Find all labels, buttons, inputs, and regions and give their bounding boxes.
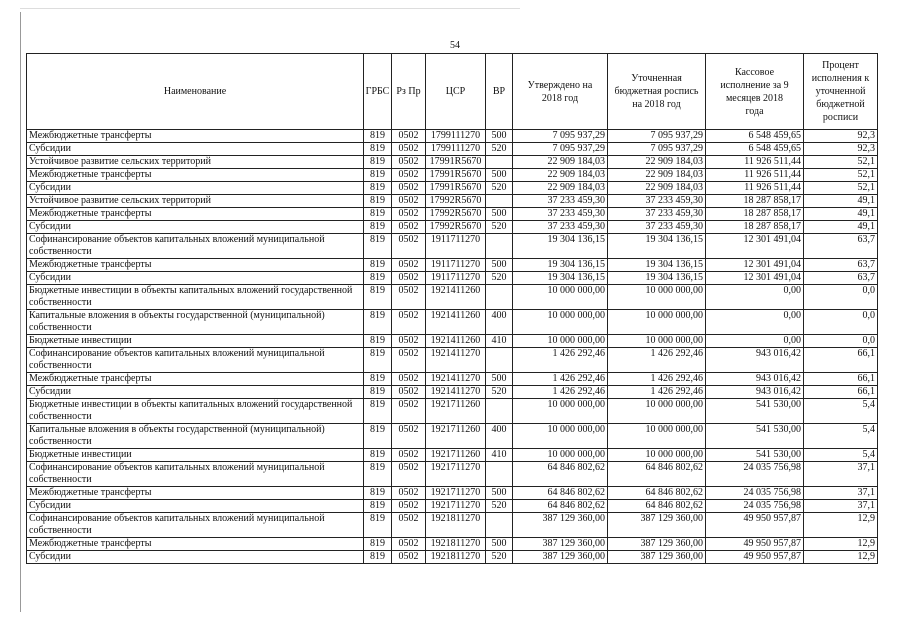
cell-refined: 37 233 459,30 [608, 208, 706, 221]
cell-rzpr: 0502 [392, 399, 426, 424]
cell-csr: 17992R5670 [426, 221, 486, 234]
cell-cash: 49 950 957,87 [706, 538, 804, 551]
cell-approved: 37 233 459,30 [513, 208, 608, 221]
cell-rzpr: 0502 [392, 487, 426, 500]
table-row [27, 500, 878, 513]
cell-rzpr: 0502 [392, 143, 426, 156]
cell-name: Субсидии [27, 221, 364, 234]
cell-grbs: 819 [364, 449, 392, 462]
cell-name: Софинансирование объектов капитальных вложений муниципальной собственности [27, 513, 364, 538]
cell-rzpr: 0502 [392, 156, 426, 169]
cell-cash: 49 950 957,87 [706, 513, 804, 538]
cell-approved: 10 000 000,00 [513, 424, 608, 449]
cell-percent: 52,1 [804, 182, 878, 195]
cell-approved: 22 909 184,03 [513, 156, 608, 169]
cell-grbs: 819 [364, 538, 392, 551]
cell-refined: 19 304 136,15 [608, 234, 706, 259]
cell-refined: 387 129 360,00 [608, 513, 706, 538]
cell-name: Капитальные вложения в объекты государственной (муниципальной) собственности [27, 424, 364, 449]
page-number: 54 [450, 40, 460, 51]
cell-csr: 1921811270 [426, 538, 486, 551]
table-row [27, 449, 878, 462]
cell-percent: 37,1 [804, 500, 878, 513]
table-row [27, 373, 878, 386]
cell-csr: 17991R5670 [426, 182, 486, 195]
cell-vr: 410 [486, 449, 513, 462]
cell-refined: 10 000 000,00 [608, 285, 706, 310]
cell-name: Межбюджетные трансферты [27, 130, 364, 143]
col-header-csr: ЦСР [426, 54, 486, 130]
col-header-cash: Кассовое исполнение за 9 месяцев 2018 года [706, 54, 804, 130]
cell-rzpr: 0502 [392, 538, 426, 551]
col-header-refined: Уточненная бюджетная роспись на 2018 год [608, 54, 706, 130]
table-row [27, 156, 878, 169]
cell-cash: 6 548 459,65 [706, 130, 804, 143]
cell-csr: 1911711270 [426, 272, 486, 285]
cell-cash: 0,00 [706, 310, 804, 335]
cell-percent: 37,1 [804, 487, 878, 500]
cell-rzpr: 0502 [392, 169, 426, 182]
cell-name: Софинансирование объектов капитальных вложений муниципальной собственности [27, 234, 364, 259]
cell-approved: 10 000 000,00 [513, 449, 608, 462]
cell-cash: 24 035 756,98 [706, 500, 804, 513]
cell-csr: 17991R5670 [426, 156, 486, 169]
cell-rzpr: 0502 [392, 130, 426, 143]
cell-name: Бюджетные инвестиции [27, 335, 364, 348]
cell-csr: 1921811270 [426, 551, 486, 564]
cell-rzpr: 0502 [392, 348, 426, 373]
cell-grbs: 819 [364, 310, 392, 335]
cell-grbs: 819 [364, 424, 392, 449]
cell-refined: 7 095 937,29 [608, 130, 706, 143]
cell-csr: 1921411270 [426, 386, 486, 399]
cell-csr: 1921411270 [426, 373, 486, 386]
table-row [27, 399, 878, 424]
cell-name: Субсидии [27, 182, 364, 195]
cell-name: Бюджетные инвестиции в объекты капитальных вложений государственной собственности [27, 285, 364, 310]
cell-percent: 49,1 [804, 195, 878, 208]
cell-vr: 520 [486, 221, 513, 234]
cell-percent: 66,1 [804, 348, 878, 373]
cell-grbs: 819 [364, 513, 392, 538]
col-header-vr: ВР [486, 54, 513, 130]
cell-grbs: 819 [364, 143, 392, 156]
cell-refined: 7 095 937,29 [608, 143, 706, 156]
cell-vr [486, 399, 513, 424]
table-row [27, 182, 878, 195]
cell-csr: 1921411260 [426, 335, 486, 348]
cell-percent: 12,9 [804, 538, 878, 551]
cell-vr: 520 [486, 272, 513, 285]
col-header-rzpr: Рз Пр [392, 54, 426, 130]
cell-cash: 0,00 [706, 285, 804, 310]
table-row [27, 169, 878, 182]
cell-approved: 387 129 360,00 [513, 538, 608, 551]
table-row [27, 285, 878, 310]
cell-approved: 10 000 000,00 [513, 399, 608, 424]
table-row [27, 386, 878, 399]
cell-vr: 500 [486, 130, 513, 143]
cell-rzpr: 0502 [392, 195, 426, 208]
cell-csr: 1921711270 [426, 500, 486, 513]
cell-vr: 520 [486, 182, 513, 195]
table-row [27, 513, 878, 538]
cell-refined: 64 846 802,62 [608, 462, 706, 487]
cell-vr [486, 348, 513, 373]
scan-edge-top [20, 8, 520, 9]
cell-refined: 19 304 136,15 [608, 272, 706, 285]
cell-vr: 500 [486, 538, 513, 551]
table-header-row [27, 54, 878, 130]
cell-refined: 22 909 184,03 [608, 169, 706, 182]
cell-approved: 7 095 937,29 [513, 130, 608, 143]
cell-approved: 10 000 000,00 [513, 310, 608, 335]
cell-name: Межбюджетные трансферты [27, 373, 364, 386]
cell-approved: 22 909 184,03 [513, 169, 608, 182]
cell-approved: 22 909 184,03 [513, 182, 608, 195]
cell-csr: 17992R5670 [426, 208, 486, 221]
cell-refined: 37 233 459,30 [608, 195, 706, 208]
cell-rzpr: 0502 [392, 513, 426, 538]
cell-refined: 387 129 360,00 [608, 551, 706, 564]
cell-percent: 66,1 [804, 373, 878, 386]
cell-grbs: 819 [364, 487, 392, 500]
cell-percent: 5,4 [804, 449, 878, 462]
cell-rzpr: 0502 [392, 462, 426, 487]
cell-csr: 1921711270 [426, 487, 486, 500]
cell-grbs: 819 [364, 335, 392, 348]
cell-refined: 10 000 000,00 [608, 335, 706, 348]
table-row [27, 487, 878, 500]
cell-grbs: 819 [364, 285, 392, 310]
cell-csr: 1921711260 [426, 449, 486, 462]
cell-rzpr: 0502 [392, 335, 426, 348]
cell-vr: 520 [486, 551, 513, 564]
cell-vr: 500 [486, 373, 513, 386]
cell-cash: 6 548 459,65 [706, 143, 804, 156]
table-row [27, 551, 878, 564]
cell-percent: 52,1 [804, 156, 878, 169]
cell-cash: 18 287 858,17 [706, 195, 804, 208]
cell-cash: 11 926 511,44 [706, 169, 804, 182]
cell-rzpr: 0502 [392, 386, 426, 399]
cell-cash: 0,00 [706, 335, 804, 348]
cell-grbs: 819 [364, 348, 392, 373]
cell-grbs: 819 [364, 386, 392, 399]
cell-percent: 12,9 [804, 551, 878, 564]
cell-vr: 520 [486, 500, 513, 513]
cell-percent: 49,1 [804, 221, 878, 234]
cell-percent: 5,4 [804, 399, 878, 424]
cell-vr: 500 [486, 208, 513, 221]
cell-name: Межбюджетные трансферты [27, 487, 364, 500]
cell-vr [486, 285, 513, 310]
cell-csr: 17992R5670 [426, 195, 486, 208]
cell-vr [486, 156, 513, 169]
cell-grbs: 819 [364, 156, 392, 169]
cell-rzpr: 0502 [392, 272, 426, 285]
cell-cash: 12 301 491,04 [706, 272, 804, 285]
cell-refined: 19 304 136,15 [608, 259, 706, 272]
cell-csr: 1799111270 [426, 130, 486, 143]
table-row [27, 143, 878, 156]
table-row [27, 234, 878, 259]
table-row [27, 221, 878, 234]
cell-approved: 10 000 000,00 [513, 285, 608, 310]
cell-vr [486, 234, 513, 259]
cell-grbs: 819 [364, 208, 392, 221]
table-row [27, 348, 878, 373]
cell-name: Межбюджетные трансферты [27, 259, 364, 272]
cell-grbs: 819 [364, 221, 392, 234]
cell-percent: 66,1 [804, 386, 878, 399]
cell-vr [486, 513, 513, 538]
cell-percent: 0,0 [804, 335, 878, 348]
cell-csr: 1921411260 [426, 285, 486, 310]
cell-percent: 63,7 [804, 272, 878, 285]
cell-rzpr: 0502 [392, 221, 426, 234]
cell-name: Софинансирование объектов капитальных вложений муниципальной собственности [27, 348, 364, 373]
cell-percent: 63,7 [804, 234, 878, 259]
cell-csr: 1921411260 [426, 310, 486, 335]
table-row [27, 462, 878, 487]
cell-approved: 7 095 937,29 [513, 143, 608, 156]
cell-grbs: 819 [364, 551, 392, 564]
table-row [27, 335, 878, 348]
cell-cash: 541 530,00 [706, 399, 804, 424]
cell-cash: 11 926 511,44 [706, 182, 804, 195]
cell-name: Межбюджетные трансферты [27, 169, 364, 182]
col-header-grbs: ГРБС [364, 54, 392, 130]
cell-rzpr: 0502 [392, 551, 426, 564]
cell-cash: 943 016,42 [706, 373, 804, 386]
table-row [27, 538, 878, 551]
cell-cash: 18 287 858,17 [706, 208, 804, 221]
cell-refined: 22 909 184,03 [608, 156, 706, 169]
table-row [27, 272, 878, 285]
cell-csr: 17991R5670 [426, 169, 486, 182]
cell-rzpr: 0502 [392, 310, 426, 335]
col-header-percent: Процент исполнения к уточненной бюджетной росписи [804, 54, 878, 130]
cell-name: Бюджетные инвестиции в объекты капитальных вложений государственной собственности [27, 399, 364, 424]
cell-grbs: 819 [364, 234, 392, 259]
cell-percent: 52,1 [804, 169, 878, 182]
cell-vr: 410 [486, 335, 513, 348]
cell-name: Субсидии [27, 500, 364, 513]
cell-vr: 500 [486, 259, 513, 272]
cell-cash: 18 287 858,17 [706, 221, 804, 234]
cell-vr: 520 [486, 386, 513, 399]
cell-name: Межбюджетные трансферты [27, 538, 364, 551]
cell-csr: 1911711270 [426, 234, 486, 259]
cell-refined: 64 846 802,62 [608, 487, 706, 500]
cell-cash: 49 950 957,87 [706, 551, 804, 564]
cell-percent: 37,1 [804, 462, 878, 487]
cell-rzpr: 0502 [392, 500, 426, 513]
cell-csr: 1921711260 [426, 399, 486, 424]
cell-name: Устойчивое развитие сельских территорий [27, 195, 364, 208]
cell-approved: 387 129 360,00 [513, 513, 608, 538]
cell-grbs: 819 [364, 130, 392, 143]
cell-percent: 12,9 [804, 513, 878, 538]
table-row [27, 310, 878, 335]
cell-cash: 12 301 491,04 [706, 259, 804, 272]
cell-approved: 1 426 292,46 [513, 386, 608, 399]
cell-approved: 1 426 292,46 [513, 373, 608, 386]
cell-refined: 10 000 000,00 [608, 310, 706, 335]
cell-refined: 10 000 000,00 [608, 399, 706, 424]
cell-name: Межбюджетные трансферты [27, 208, 364, 221]
cell-refined: 10 000 000,00 [608, 449, 706, 462]
cell-rzpr: 0502 [392, 285, 426, 310]
cell-percent: 92,3 [804, 143, 878, 156]
cell-grbs: 819 [364, 272, 392, 285]
budget-table [26, 53, 878, 564]
table-row [27, 130, 878, 143]
cell-csr: 1921411270 [426, 348, 486, 373]
cell-approved: 64 846 802,62 [513, 462, 608, 487]
cell-rzpr: 0502 [392, 234, 426, 259]
cell-refined: 10 000 000,00 [608, 424, 706, 449]
cell-refined: 22 909 184,03 [608, 182, 706, 195]
table-row [27, 424, 878, 449]
cell-refined: 37 233 459,30 [608, 221, 706, 234]
cell-rzpr: 0502 [392, 424, 426, 449]
cell-vr: 400 [486, 424, 513, 449]
cell-refined: 1 426 292,46 [608, 373, 706, 386]
cell-vr: 400 [486, 310, 513, 335]
col-header-name: Наименование [27, 54, 364, 130]
cell-approved: 19 304 136,15 [513, 234, 608, 259]
scan-edge-left [20, 12, 21, 612]
cell-vr [486, 195, 513, 208]
cell-rzpr: 0502 [392, 373, 426, 386]
cell-csr: 1921811270 [426, 513, 486, 538]
cell-refined: 1 426 292,46 [608, 386, 706, 399]
cell-vr: 500 [486, 169, 513, 182]
cell-percent: 49,1 [804, 208, 878, 221]
cell-percent: 0,0 [804, 310, 878, 335]
cell-approved: 37 233 459,30 [513, 221, 608, 234]
cell-grbs: 819 [364, 373, 392, 386]
cell-cash: 24 035 756,98 [706, 462, 804, 487]
cell-grbs: 819 [364, 500, 392, 513]
cell-csr: 1921711270 [426, 462, 486, 487]
cell-name: Субсидии [27, 143, 364, 156]
cell-cash: 541 530,00 [706, 449, 804, 462]
cell-approved: 387 129 360,00 [513, 551, 608, 564]
cell-approved: 64 846 802,62 [513, 487, 608, 500]
cell-cash: 12 301 491,04 [706, 234, 804, 259]
cell-percent: 63,7 [804, 259, 878, 272]
cell-percent: 5,4 [804, 424, 878, 449]
cell-refined: 1 426 292,46 [608, 348, 706, 373]
cell-vr: 500 [486, 487, 513, 500]
cell-name: Устойчивое развитие сельских территорий [27, 156, 364, 169]
table-body [27, 130, 878, 564]
cell-grbs: 819 [364, 195, 392, 208]
cell-approved: 64 846 802,62 [513, 500, 608, 513]
cell-refined: 387 129 360,00 [608, 538, 706, 551]
cell-cash: 24 035 756,98 [706, 487, 804, 500]
cell-csr: 1799111270 [426, 143, 486, 156]
cell-name: Субсидии [27, 386, 364, 399]
cell-grbs: 819 [364, 169, 392, 182]
cell-approved: 19 304 136,15 [513, 259, 608, 272]
cell-vr: 520 [486, 143, 513, 156]
cell-csr: 1921711260 [426, 424, 486, 449]
cell-grbs: 819 [364, 462, 392, 487]
cell-grbs: 819 [364, 259, 392, 272]
cell-percent: 0,0 [804, 285, 878, 310]
cell-rzpr: 0502 [392, 208, 426, 221]
cell-rzpr: 0502 [392, 182, 426, 195]
cell-grbs: 819 [364, 182, 392, 195]
cell-percent: 92,3 [804, 130, 878, 143]
cell-name: Субсидии [27, 272, 364, 285]
cell-name: Софинансирование объектов капитальных вложений муниципальной собственности [27, 462, 364, 487]
cell-approved: 10 000 000,00 [513, 335, 608, 348]
col-header-approved: Утверждено на 2018 год [513, 54, 608, 130]
table-row [27, 259, 878, 272]
cell-rzpr: 0502 [392, 449, 426, 462]
cell-name: Субсидии [27, 551, 364, 564]
cell-name: Бюджетные инвестиции [27, 449, 364, 462]
table-row [27, 208, 878, 221]
cell-vr [486, 462, 513, 487]
cell-cash: 541 530,00 [706, 424, 804, 449]
cell-name: Капитальные вложения в объекты государственной (муниципальной) собственности [27, 310, 364, 335]
cell-refined: 64 846 802,62 [608, 500, 706, 513]
cell-cash: 943 016,42 [706, 348, 804, 373]
cell-approved: 37 233 459,30 [513, 195, 608, 208]
cell-grbs: 819 [364, 399, 392, 424]
cell-csr: 1911711270 [426, 259, 486, 272]
cell-approved: 1 426 292,46 [513, 348, 608, 373]
cell-rzpr: 0502 [392, 259, 426, 272]
cell-cash: 943 016,42 [706, 386, 804, 399]
cell-approved: 19 304 136,15 [513, 272, 608, 285]
cell-cash: 11 926 511,44 [706, 156, 804, 169]
table-row [27, 195, 878, 208]
